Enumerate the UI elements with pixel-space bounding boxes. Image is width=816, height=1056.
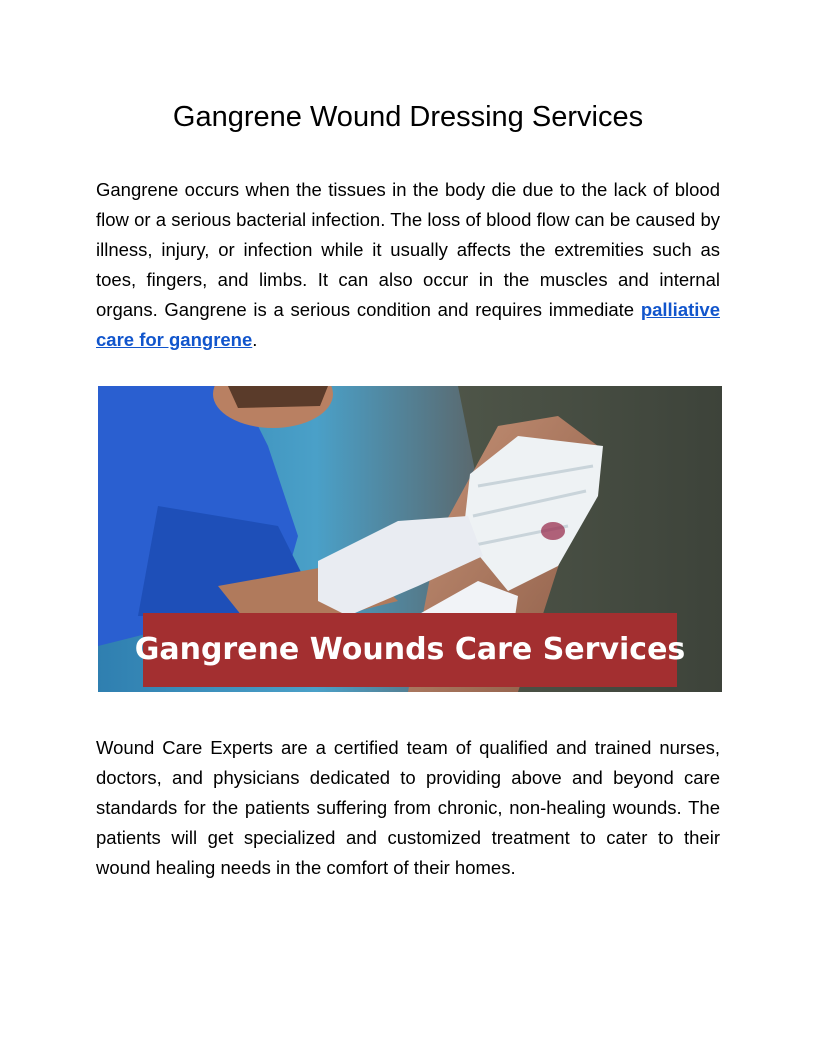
- body-paragraph: Wound Care Experts are a certified team of qualified and trained nurses, doctors, and physicians dedicated to providing above and beyond care standards for the patients suffering from chronic, non-healing wounds. The patients will get specialized and customized treatment to cater to their wound healing needs in the comfort of their homes.: [96, 737, 720, 878]
- image-banner: [134, 613, 686, 687]
- palliative-care-link[interactable]: palliative care for gangrene: [96, 299, 720, 350]
- banner-text: Gangrene Wounds Care Services: [134, 632, 686, 667]
- page-title: Gangrene Wound Dressing Services: [172, 101, 644, 133]
- intro-paragraph: [96, 175, 720, 355]
- nurse-hair: [228, 386, 328, 408]
- intro-end: .: [252, 329, 258, 350]
- wound-stain: [541, 522, 565, 540]
- wound-care-photo: [98, 386, 722, 692]
- intro-text: Gangrene occurs when the tissues in the body die due to the lack of blood flow or a serious bacterial infection. The loss of blood flow can be caused by illness, injury, or infection while it usually affects the extremities such as toes, fingers, and limbs. It can also occur in the muscles and internal organs. Gangrene is a serious condition and requires immediate: [96, 179, 720, 320]
